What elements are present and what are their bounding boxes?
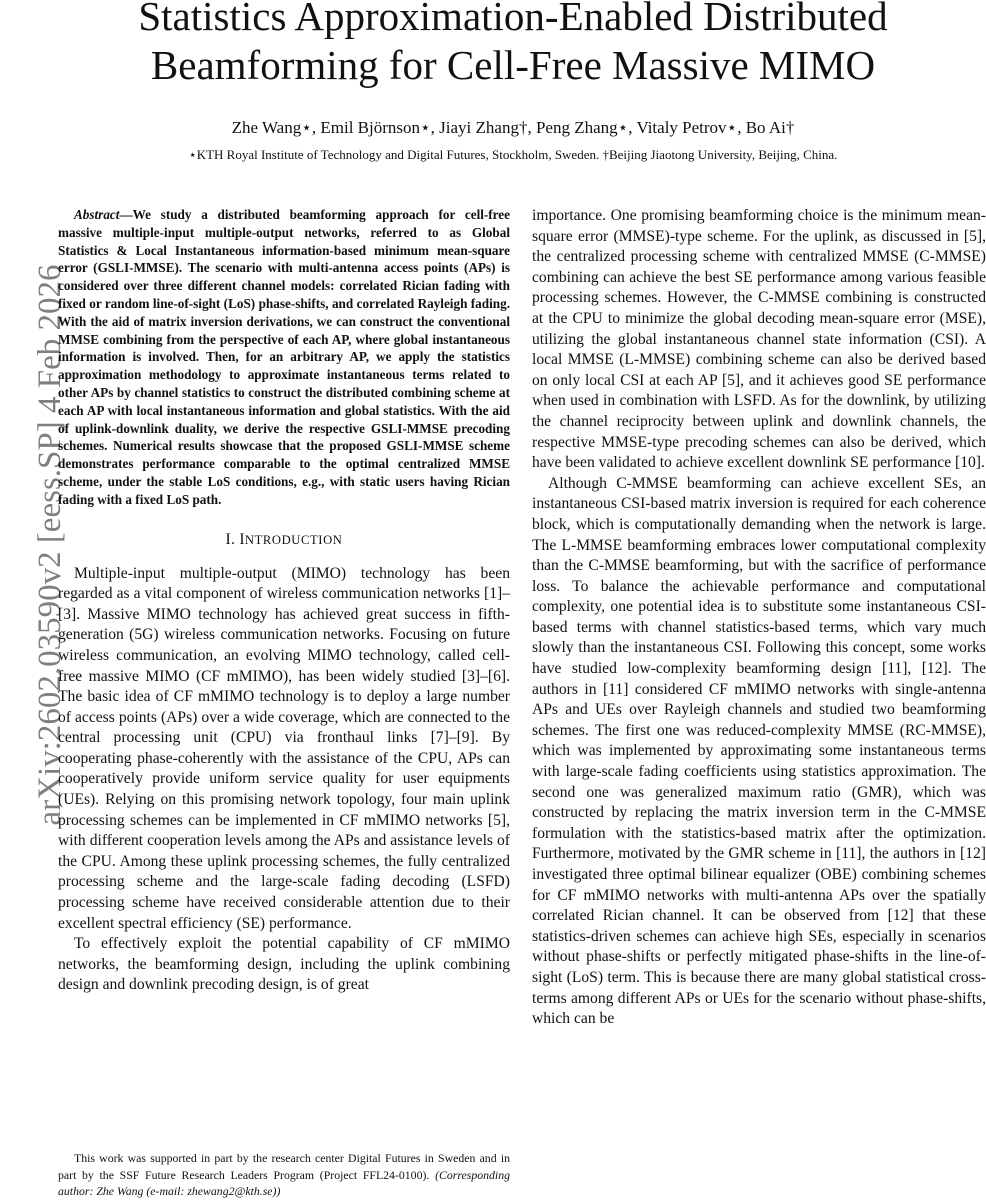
abstract-label: Abstract (74, 207, 120, 222)
abstract (58, 206, 510, 509)
author-list: Zhe Wang⋆, Emil Björnson⋆, Jiayi Zhang†, Peng Zhang⋆, Vitaly Petrov⋆, Bo Ai† (231, 118, 795, 137)
section-title-rest: NTRODUCTION (244, 532, 343, 547)
paper-title (40, 0, 986, 90)
affiliations: ⋆KTH Royal Institute of Technology and Digital Futures, Stockholm, Sweden. †Beijing Jiaotong University, Beijing, China. (188, 147, 838, 162)
footnote-text: This work was supported in part by the research center Digital Futures in Sweden and in part by the SSF Future Research Leaders Program (Project FFL24-0100). (58, 1151, 510, 1182)
section-numeral: I. (225, 530, 240, 548)
paragraph-1: Multiple-input multiple-output (MIMO) technology has been regarded as a vital component of wireless communication networks [1]–[3]. Massive MIMO technology has achieved great success in fifth-generation (5G) wireless communication networks. Focusing on future wireless communication, an evolving MIMO technology, called cell-free massive MIMO (CF mMIMO), has been widely studied [3]–[6]. The basic idea of CF mMIMO technology is to deploy a large number of access points (APs) over a wide coverage, which are connected to the central processing unit (CPU) via fronthaul links [7]–[9]. By cooperating phase-coherently with the assistance of the CPU, APs can cooperatively provide uniform service quality for user equipments (UEs). Relying on this promising network topology, four main uplink processing schemes can be implemented in CF mMIMO networks [5], with different cooperation levels among the APs and assistance levels of the CPU. Among these uplink processing schemes, the fully centralized processing scheme and the large-scale fading decoding (LSFD) processing scheme have received considerable attention due to their excellent spectral efficiency (SE) performance. (58, 564, 510, 932)
left-column (58, 206, 510, 996)
funding-footnote (58, 1150, 510, 1200)
paragraph-2: To effectively exploit the potential capability of CF mMIMO networks, the beamforming design, including the uplink combining design and downlink precoding design, is of great (58, 935, 510, 994)
abstract-text: —We study a distributed beamforming approach for cell-free massive multiple-input multiple-output networks, referred to as Global Statistics & Local Instantaneous information-based minimum mean-square error (GSLI-MMSE). The scenario with multi-antenna access points (APs) is considered over three different channel models: correlated Rician fading with fixed or random line-of-sight (LoS) phase-shifts, and correlated Rayleigh fading. With the aid of matrix inversion derivations, we can construct the conventional MMSE combining from the perspective of each AP, where global instantaneous information is involved. Then, for an arbitrary AP, we apply the statistics approximation methodology to approximate instantaneous terms related to other APs by channel statistics to construct the distributed combining scheme at each AP with local instantaneous information and global statistics. With the aid of uplink-downlink duality, we derive the respective GSLI-MMSE precoding schemes. Numerical results showcase that the proposed GSLI-MMSE scheme demonstrates performance comparable to the optimal centralized MMSE scheme, under the stable LoS conditions, e.g., with static users having Rician fading with a fixed LoS path. (58, 207, 510, 507)
paragraph-2-continued: importance. One promising beamforming choice is the minimum mean-square error (MMSE)-type scheme. For the uplink, as discussed in [5], the centralized processing scheme with centralized MMSE (C-MMSE) combining can achieve the best SE performance among various feasible processing schemes. However, the C-MMSE combining is constructed at the CPU to minimize the global decoding mean-square error (MSE), utilizing the global instantaneous channel state information (CSI). A local MMSE (L-MMSE) combining scheme can also be derived based on only local CSI at each AP [5], and it achieves good SE performance when used in combination with LSFD. As for the downlink, by utilizing the channel reciprocity between uplink and downlink channels, the respective MMSE-type precoding schemes can also be derived, which have been validated to achieve excellent downlink SE performance [10]. (532, 207, 986, 472)
title-line-1: Statistics Approximation-Enabled Distributed (138, 0, 888, 39)
paragraph-3: Although C-MMSE beamforming can achieve excellent SEs, an instantaneous CSI-based matrix inversion is required for each coherence block, which is computationally demanding when the network is large. The L-MMSE beamforming embraces lower computational complexity than the C-MMSE beamforming, but with the sacrifice of performance loss. To balance the achievable performance and computational complexity, one potential idea is to substitute some instantaneous CSI-based terms with channel statistics-based terms, which vary much slowly than the instantaneous CSI. Following this concept, some works have studied low-complexity beamforming design [11], [12]. The authors in [11] considered CF mMIMO networks with single-antenna APs and UEs over Rayleigh channels and studied two beamforming schemes. The first one was reduced-complexity MMSE (RC-MMSE), which was implemented by approximating some instantaneous terms with large-scale fading coefficients using statistics approximation. The second one was generalized maximum ratio (GMR), which was constructed by replacing the matrix inversion term in the C-MMSE formulation with the statistics-based matrix after the optimization. Furthermore, motivated by the GMR scheme in [11], the authors in [12] investigated three optimal bilinear equalizer (OBE) combining schemes for CF mMIMO networks with multi-antenna APs over the spatially correlated Rician channel. It can be observed from [12] that these statistics-driven schemes can achieve high SEs, especially in scenarios without phase-shifts or perfectly mitigated phase-shifts in the line-of-sight (LoS) term. This is because there are many global statistical cross-terms among different APs or UEs for the scenario without phase-shifts, which can be (532, 474, 986, 1028)
corresponding-author: (Corresponding author: Zhe Wang (e-mail: zhewang2@kth.se)) (58, 1167, 510, 1198)
section-initial: I (239, 530, 245, 548)
title-line-2: Beamforming for Cell-Free Massive MIMO (150, 42, 876, 88)
arxiv-identifier-stamp: arXiv:2602.03590v2 [eess.SP] 4 Feb 2026 (32, 264, 68, 826)
section-heading-introduction (58, 530, 510, 550)
right-column (532, 206, 986, 1030)
